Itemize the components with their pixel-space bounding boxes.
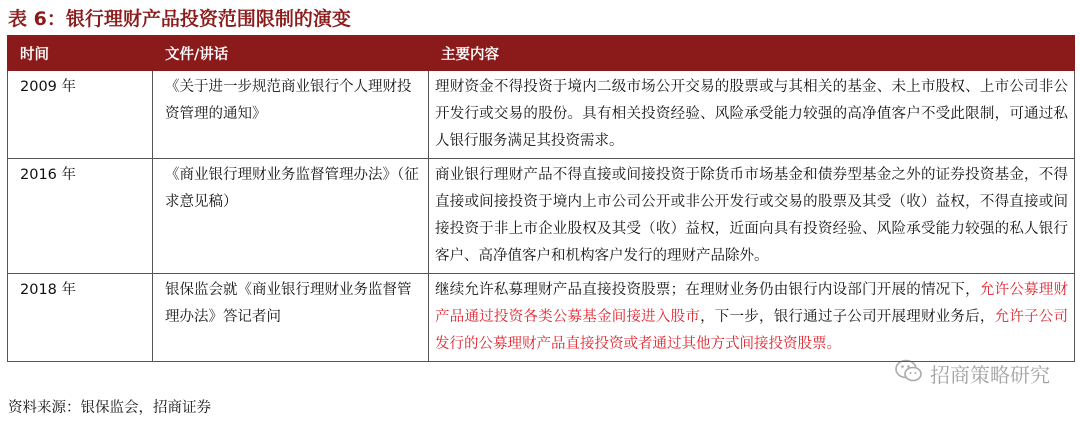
content-text: ，下一步，银行通过子公司开展理财业务后， (700, 309, 995, 325)
cell-content (429, 159, 1075, 274)
content-text: 理财资金不得投资于境内二级市场公开交易的股票或与其相关的基金、未上市股权、上市公司非公开发行或交易的股份。具有相关投资经验、风险承受能力较强的高净值客户不受此限制，可通过私人银行服务满足其投资需求。 (435, 79, 1068, 149)
table-row (8, 274, 1075, 362)
watermark-text: 招商策略研究 (930, 362, 1050, 387)
cell-time: 2018 年 (8, 274, 153, 362)
table-title: 表 6：银行理财产品投资范围限制的演变 (8, 8, 351, 30)
cell-content (429, 71, 1075, 159)
cell-document: 《关于进一步规范商业银行个人理财投资管理的通知》 (153, 71, 429, 159)
cell-content (429, 274, 1075, 362)
table-header-row (8, 36, 1075, 71)
content-text: 商业银行理财产品不得直接或间接投资于除货币市场基金和债券型基金之外的证券投资基金，不得直接或间接投资于境内上市公司公开或非公开发行或交易的股票及其受（收）益权，不得直接或间接投资于非上市企业股权及其受（收）益权，近面向具有投资经验、风险承受能力较强的私人银行客户、高净值客户和机构客户发行的理财产品除外。 (435, 167, 1068, 264)
column-header-time: 时间 (8, 36, 153, 71)
column-header-document: 文件/讲话 (153, 36, 429, 71)
cell-time: 2009 年 (8, 71, 153, 159)
source-note: 资料来源：银保监会，招商证券 (8, 400, 211, 416)
table-row (8, 159, 1075, 274)
cell-document: 银保监会就《商业银行理财业务监督管理办法》答记者问 (153, 274, 429, 362)
highlighted-text: 允许子公司发行的公募理财产品直接投资或者通过其他方式间接投资股票。 (435, 309, 1069, 352)
cell-document: 《商业银行理财业务监督管理办法》（征求意见稿） (153, 159, 429, 274)
policy-table (7, 35, 1075, 362)
watermark (894, 358, 1050, 388)
highlighted-text: 允许公募理财产品通过投资各类公募基金间接进入股市 (435, 282, 1069, 325)
table-row (8, 71, 1075, 159)
column-header-content: 主要内容 (429, 36, 1075, 71)
wechat-icon (894, 358, 924, 388)
content-text: 继续允许私募理财产品直接投资股票；在理财业务仍由银行内设部门开展的情况下， (435, 282, 980, 298)
cell-time: 2016 年 (8, 159, 153, 274)
